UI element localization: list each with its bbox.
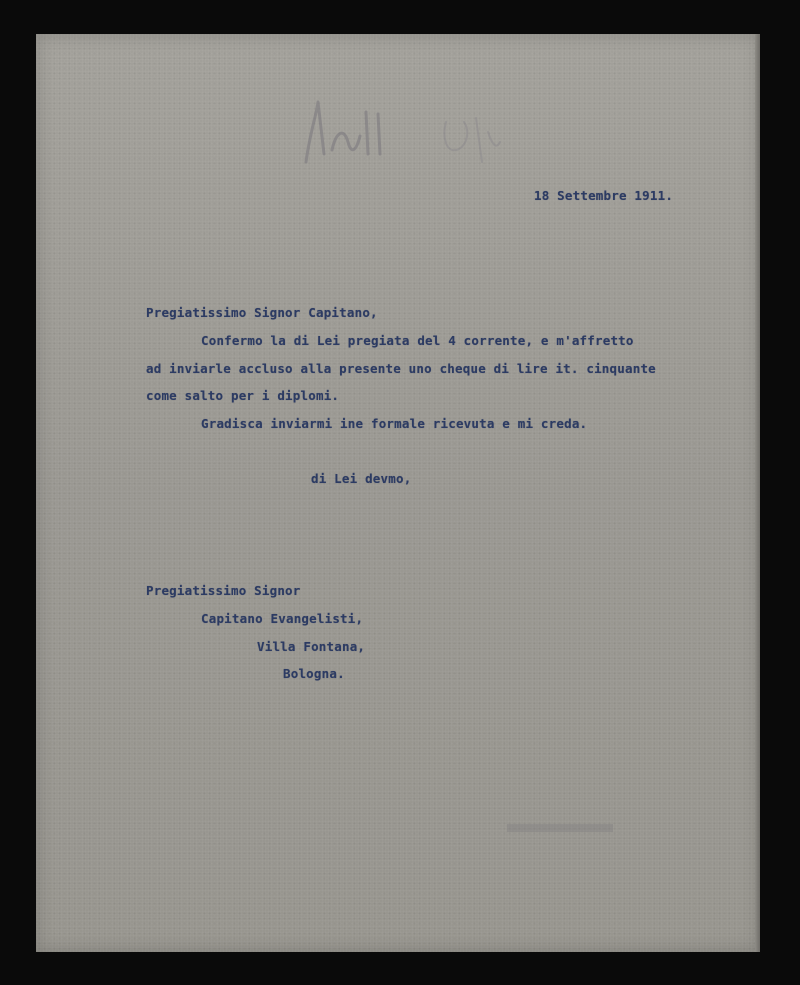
letter-body-line-3: come salto per i diplomi. [146, 388, 340, 403]
letter-body-line-1: Confermo la di Lei pregiata del 4 corrente, e m'affretto [201, 333, 634, 348]
address-line-3: Villa Fontana, [257, 639, 366, 654]
address-line-4: Bologna. [283, 666, 345, 681]
letter-salutation: Pregiatissimo Signor Capitano, [146, 305, 378, 320]
address-line-2: Capitano Evangelisti, [201, 611, 364, 626]
letter-date: 18 Settembre 1911. [534, 188, 674, 203]
letter-closing: di Lei devmo, [311, 471, 412, 486]
sheet-edge [755, 34, 760, 952]
pencil-annotation [296, 92, 506, 182]
address-line-1: Pregiatissimo Signor [146, 583, 301, 598]
letter-body-line-2: ad inviarle accluso alla presente uno cheque di lire it. cinquante [146, 361, 656, 376]
faint-stamp-mark [505, 818, 617, 838]
letter-body-line-4: Gradisca inviarmi ine formale ricevuta e mi creda. [201, 416, 588, 431]
